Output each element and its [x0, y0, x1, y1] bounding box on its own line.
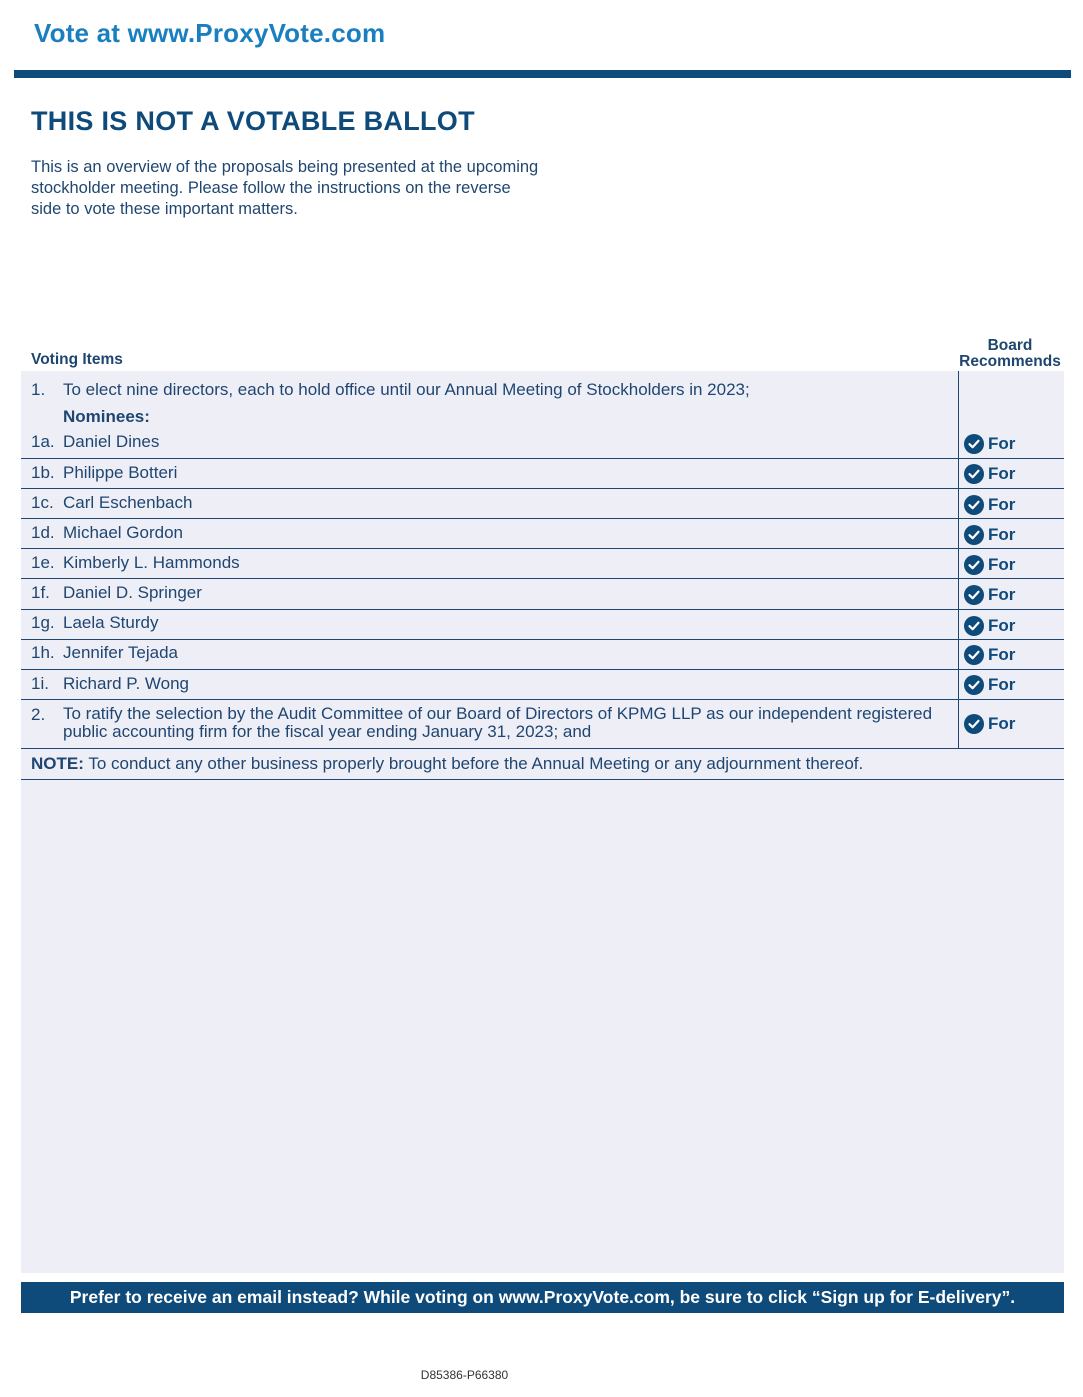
recommendation-label: For: [988, 616, 1016, 635]
note-label: NOTE:: [31, 754, 84, 773]
nominee-row: [21, 489, 1064, 519]
nominee-number: 1h.: [31, 643, 55, 662]
board-recommends-line2: Recommends: [959, 353, 1061, 370]
nominee-row: [21, 549, 1064, 579]
nominee-number: 1b.: [31, 463, 55, 482]
nominee-name: Daniel D. Springer: [63, 583, 202, 602]
check-circle-icon: [964, 525, 984, 545]
check-circle-icon: [964, 464, 984, 484]
note-text: [31, 754, 863, 774]
nominee-name: Laela Sturdy: [63, 613, 159, 632]
recommendation: [964, 714, 1015, 734]
check-circle-icon: [964, 714, 984, 734]
recommendation: [964, 555, 1015, 575]
recommendation: [964, 525, 1015, 545]
nominees-label: Nominees:: [63, 407, 150, 426]
nominee-name: Jennifer Tejada: [63, 643, 178, 662]
header-rule: [14, 70, 1071, 78]
nominee-name: Kimberly L. Hammonds: [63, 553, 240, 572]
nominee-number: 1e.: [31, 553, 55, 572]
recommendation-label: For: [988, 675, 1016, 694]
nominee-row: [21, 670, 1064, 700]
nominee-name: Carl Eschenbach: [63, 493, 193, 512]
recommendation: [964, 434, 1015, 454]
check-circle-icon: [964, 675, 984, 695]
document-code: D85386-P66380: [420, 1368, 509, 1382]
recommendation-label: For: [988, 645, 1016, 664]
recommendation-label: For: [988, 714, 1016, 733]
proposal-1-row: [21, 371, 1064, 459]
nominee-name: Michael Gordon: [63, 523, 184, 542]
nominee-name: Daniel Dines: [63, 432, 160, 451]
nominee-number: 1a.: [31, 432, 55, 451]
nominee-number: 1d.: [31, 523, 55, 542]
proposal-number: 1.: [31, 380, 46, 399]
recommendation-label: For: [988, 434, 1016, 453]
nominee-number: 1f.: [31, 583, 50, 602]
nominee-row: [21, 640, 1064, 670]
recommendation-label: For: [988, 464, 1016, 483]
proposal-text: To elect nine directors, each to hold office until our Annual Meeting of Stockholders in 2023;: [63, 380, 750, 399]
nominee-name: Philippe Botteri: [63, 463, 178, 482]
voting-items-label: Voting Items: [31, 351, 123, 368]
recommendation: [964, 464, 1015, 484]
recommendation-label: For: [988, 555, 1016, 574]
check-circle-icon: [964, 645, 984, 665]
page-title: THIS IS NOT A VOTABLE BALLOT: [31, 106, 475, 136]
edelivery-banner: [21, 1282, 1064, 1313]
check-circle-icon: [964, 616, 984, 636]
proposal-text-line2: public accounting firm for the fiscal year ending January 31, 2023; and: [63, 722, 592, 741]
proposal-text-line1: To ratify the selection by the Audit Committee of our Board of Directors of KPMG LLP as our independent registered: [63, 704, 933, 723]
note-body: To conduct any other business properly brought before the Annual Meeting or any adjournment thereof.: [88, 754, 864, 773]
board-recommends-label: [958, 338, 1062, 370]
recommendation-label: For: [988, 585, 1016, 604]
recommendation: [964, 616, 1015, 636]
edelivery-text: Prefer to receive an email instead? While voting on www.ProxyVote.com, be sure to click “Sign up for E-delivery”.: [69, 1287, 1016, 1307]
nominee-row: [21, 579, 1064, 610]
recommendation-label: For: [988, 525, 1016, 544]
check-circle-icon: [964, 434, 984, 454]
check-circle-icon: [964, 555, 984, 575]
recommendation: [964, 495, 1015, 515]
nominee-row: [21, 519, 1064, 549]
header-title: Vote at www.ProxyVote.com: [34, 18, 386, 48]
nominee-number: 1c.: [31, 493, 54, 512]
recommendation: [964, 585, 1015, 605]
proposal-text: [63, 705, 932, 741]
recommendation-label: For: [988, 495, 1016, 514]
note-row: [21, 749, 1064, 780]
proposal-2-row: [21, 700, 1064, 749]
check-circle-icon: [964, 585, 984, 605]
proposal-number: 2.: [31, 705, 46, 724]
nominee-number: 1i.: [31, 674, 49, 693]
recommendation: [964, 675, 1015, 695]
nominee-row: [21, 610, 1064, 640]
nominee-row: [21, 459, 1064, 489]
nominee-number: 1g.: [31, 613, 55, 632]
board-recommends-line1: Board: [987, 337, 1033, 354]
check-circle-icon: [964, 495, 984, 515]
intro-paragraph: This is an overview of the proposals being presented at the upcoming stockholder meeting. Please follow the instructions on the reverse side to vote these important matters.: [31, 158, 539, 218]
recommendation: [964, 645, 1015, 665]
nominee-name: Richard P. Wong: [63, 674, 189, 693]
